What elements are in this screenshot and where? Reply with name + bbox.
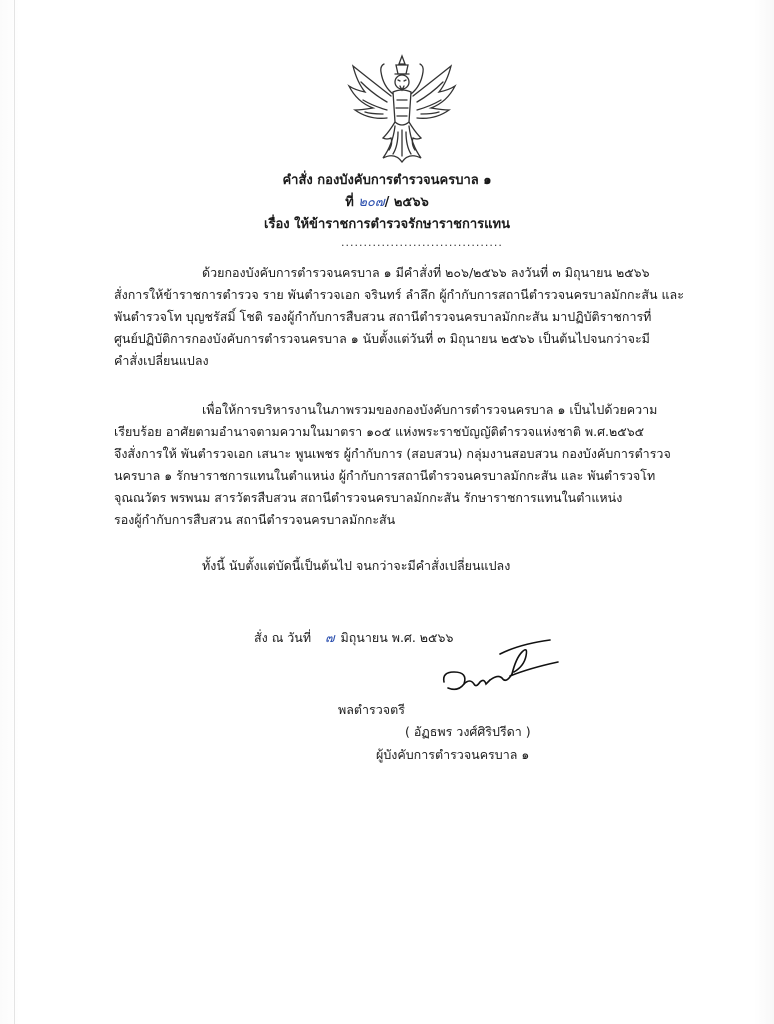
paragraph-line: สั่งการให้ข้าราชการตำรวจ ราย พันตำรวจเอก จรินทร์ ลำลึก ผู้กำกับการสถานีตำรวจนครบาลมักกะสัน และ — [114, 287, 684, 302]
order-date — [254, 628, 459, 648]
paragraph-line: จึงสั่งการให้ พันตำรวจเอก เสนาะ พูนเพชร ผู้กำกับการ (สอบสวน) กลุ่มงานสอบสวน กองบังคับการตำรวจ — [114, 446, 671, 461]
paragraph-line: ด้วยกองบังคับการตำรวจนครบาล ๑ มีคำสั่งที่ ๒๐๖/๒๕๖๖ ลงวันที่ ๓ มิถุนายน ๒๕๖๖ — [202, 265, 650, 280]
paragraph-line: รองผู้กำกับการสืบสวน สถานีตำรวจนครบาลมักกะสัน — [114, 512, 396, 527]
order-number-year: / ๒๕๖๖ — [384, 195, 429, 210]
header-separator: .................................... — [341, 236, 503, 249]
paragraph-line: นครบาล ๑ รักษาราชการแทนในตำแหน่ง ผู้กำกับการสถานีตำรวจนครบาลมักกะสัน และ พันตำรวจโท — [114, 468, 656, 483]
order-number-handwritten: ๒๐๗ — [358, 195, 385, 210]
scan-edge — [14, 0, 15, 1024]
paragraph-line: พันตำรวจโท บุญชรัสมิ์ โชติ รองผู้กำกับการสืบสวน สถานีตำรวจนครบาลมักกะสัน มาปฏิบัติราชการที่ — [114, 309, 652, 324]
paragraph-background — [114, 262, 710, 372]
paragraph-order — [114, 399, 710, 531]
paragraph-line: คำสั่งเปลี่ยนแปลง — [114, 353, 209, 368]
order-number — [0, 191, 774, 212]
order-date-prefix: สั่ง ณ วันที่ — [254, 630, 312, 645]
garuda-emblem — [343, 52, 461, 164]
paragraph-line: เพื่อให้การบริหารงานในภาพรวมของกองบังคับการตำรวจนครบาล ๑ เป็นไปด้วยความ — [202, 402, 658, 417]
paragraph-line: ศูนย์ปฏิบัติการกองบังคับการตำรวจนครบาล ๑ นับตั้งแต่วันที่ ๓ มิถุนายน ๒๕๖๖ เป็นต้นไปจนกว่าจะมี — [114, 331, 650, 346]
signer-name: ( อัฏธพร วงศ์ศิริปรีดา ) — [405, 724, 531, 739]
handwritten-signature — [440, 634, 560, 698]
order-number-prefix: ที่ — [345, 195, 359, 210]
order-date-month-year: มิถุนายน พ.ศ. ๒๕๖๖ — [340, 630, 454, 645]
signer-rank: พลตำรวจตรี — [338, 702, 405, 717]
paragraph-line: เรียบร้อย อาศัยตามอำนาจตามความในมาตรา ๑๐๕ แห่งพระราชบัญญัติตำรวจแห่งชาติ พ.ศ.๒๕๖๕ — [114, 424, 645, 439]
order-title: คำสั่ง กองบังคับการตำรวจนครบาล ๑ — [282, 173, 492, 188]
order-subject: เรื่อง ให้ข้าราชการตำรวจรักษาราชการแทน — [264, 217, 510, 232]
paragraph-line: จุณณวัตร พรพนม สารวัตรสืบสวน สถานีตำรวจนครบาลมักกะสัน รักษาราชการแทนในตำแหน่ง — [114, 490, 623, 505]
signer-position: ผู้บังคับการตำรวจนครบาล ๑ — [376, 747, 530, 762]
order-date-day: ๗ — [325, 630, 335, 645]
paragraph-effective: ทั้งนี้ นับตั้งแต่บัดนี้เป็นต้นไป จนกว่าจะมีคำสั่งเปลี่ยนแปลง — [202, 558, 511, 573]
